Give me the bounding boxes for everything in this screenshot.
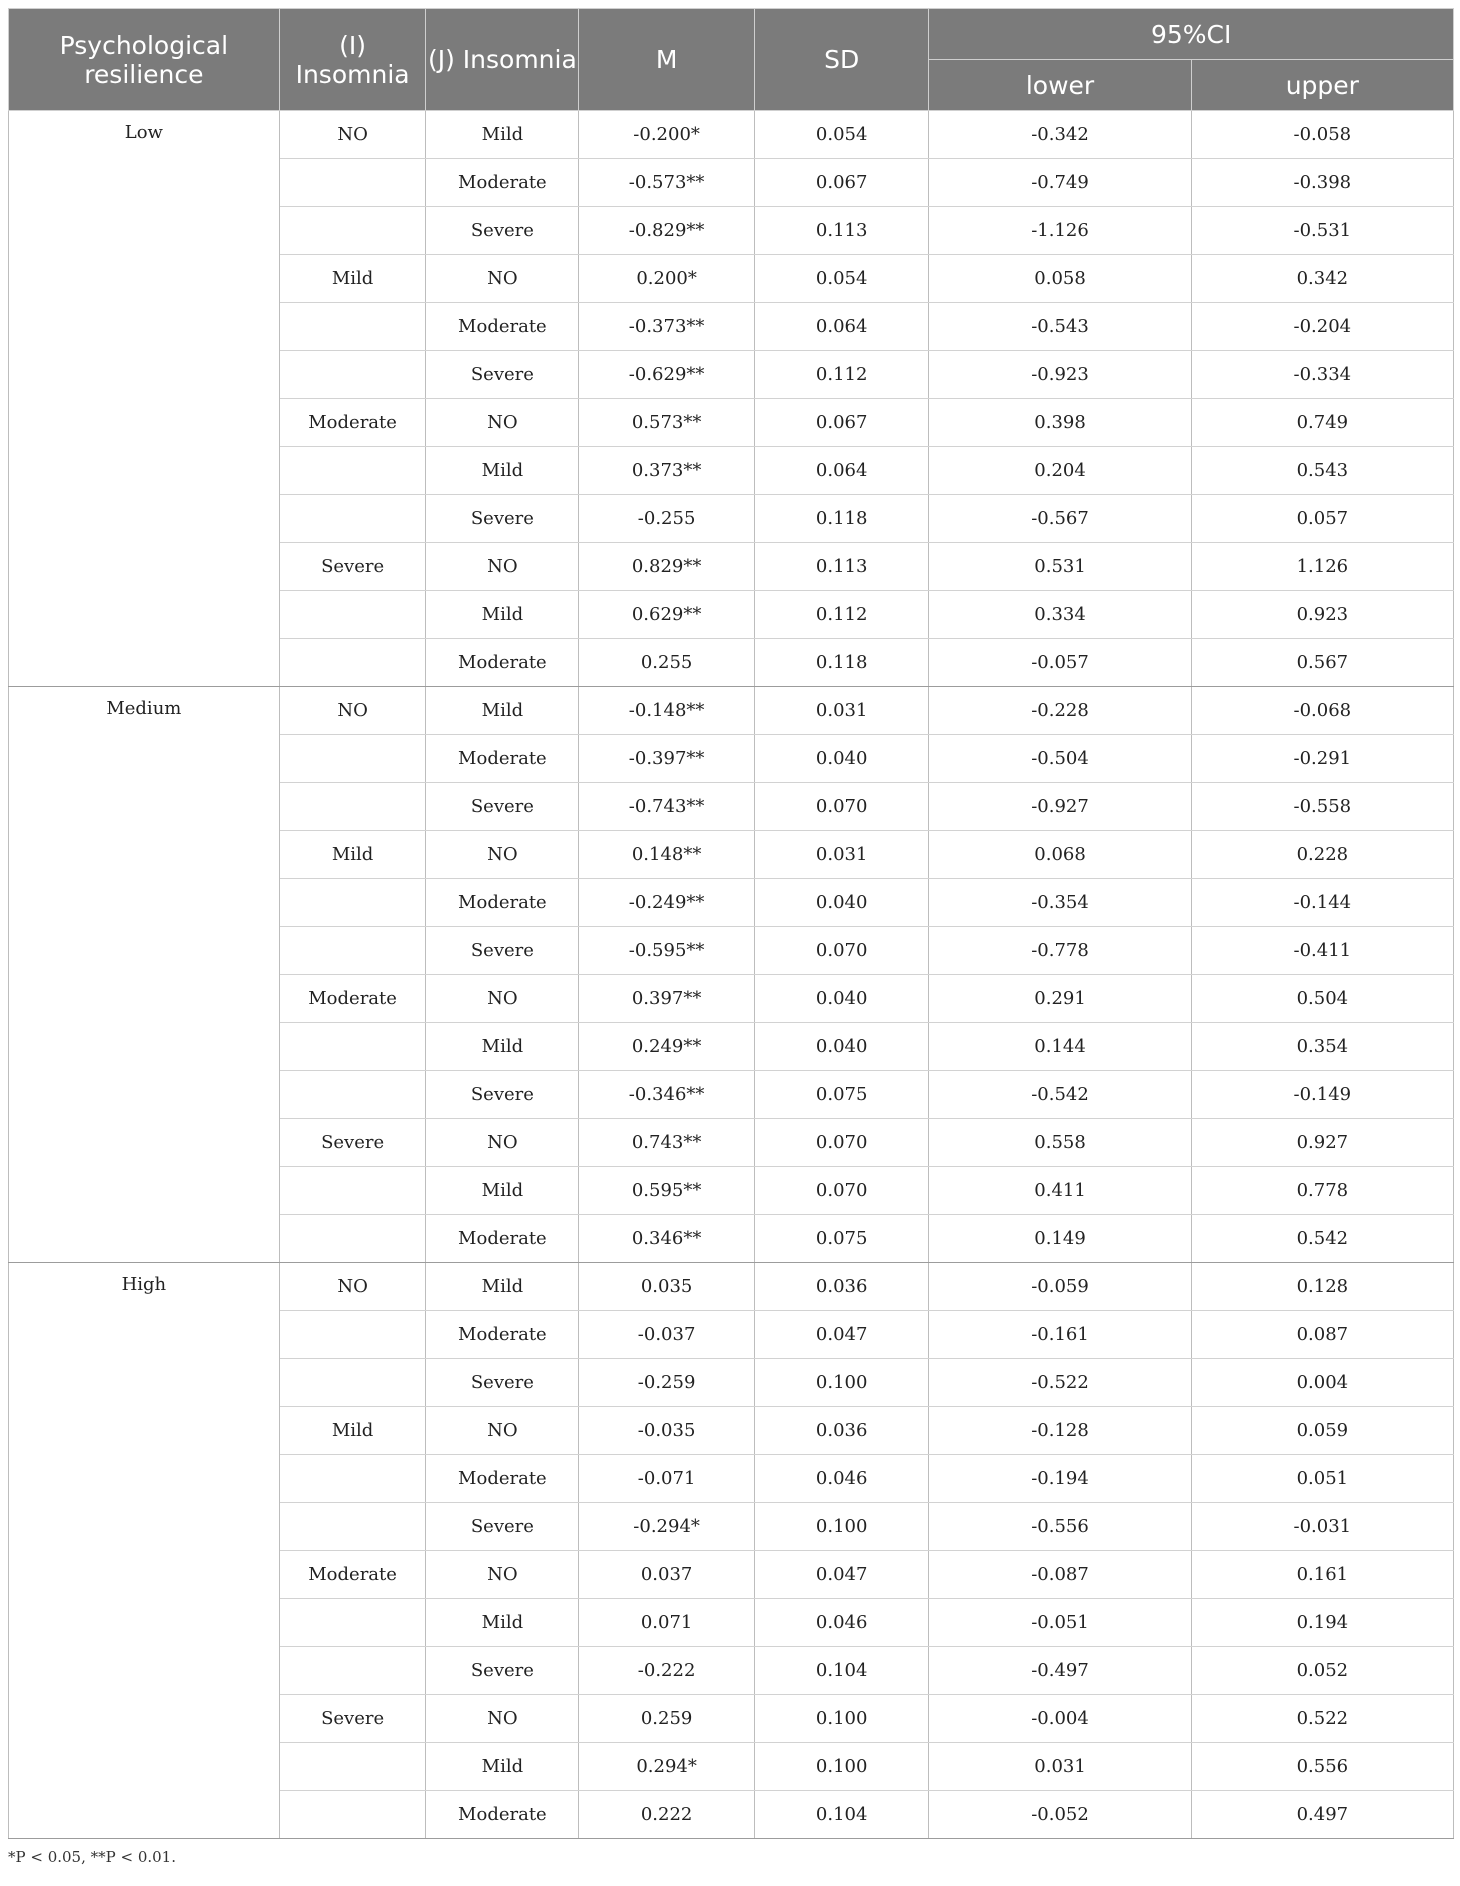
ci-lower-cell: -1.126 — [929, 207, 1191, 255]
empty-cell — [279, 735, 426, 783]
j-insomnia-cell: NO — [426, 255, 579, 303]
mean-cell: -0.629** — [579, 351, 755, 399]
i-insomnia-cell: Moderate — [279, 399, 426, 447]
sd-cell: 0.054 — [754, 111, 928, 159]
ci-lower-cell: 0.031 — [929, 1743, 1191, 1791]
ci-upper-cell: 0.161 — [1191, 1551, 1453, 1599]
j-insomnia-cell: Mild — [426, 687, 579, 735]
j-insomnia-cell: Mild — [426, 447, 579, 495]
ci-upper-cell: -0.291 — [1191, 735, 1453, 783]
sd-cell: 0.100 — [754, 1695, 928, 1743]
header-j-insomnia: (J) Insomnia — [426, 9, 579, 111]
sd-cell: 0.047 — [754, 1551, 928, 1599]
ci-lower-cell: -0.504 — [929, 735, 1191, 783]
mean-cell: -0.148** — [579, 687, 755, 735]
resilience-cell: Low — [9, 111, 280, 687]
j-insomnia-cell: NO — [426, 1119, 579, 1167]
mean-cell: 0.035 — [579, 1263, 755, 1311]
sd-cell: 0.100 — [754, 1503, 928, 1551]
ci-lower-cell: -0.051 — [929, 1599, 1191, 1647]
table-header — [9, 9, 1454, 111]
j-insomnia-cell: Mild — [426, 1023, 579, 1071]
ci-lower-cell: -0.543 — [929, 303, 1191, 351]
sd-cell: 0.031 — [754, 687, 928, 735]
mean-cell: 0.071 — [579, 1599, 755, 1647]
sd-cell: 0.075 — [754, 1215, 928, 1263]
ci-upper-cell: 0.542 — [1191, 1215, 1453, 1263]
ci-upper-cell: -0.144 — [1191, 879, 1453, 927]
ci-lower-cell: 0.068 — [929, 831, 1191, 879]
ci-lower-cell: 0.398 — [929, 399, 1191, 447]
ci-lower-cell: -0.522 — [929, 1359, 1191, 1407]
ci-upper-cell: 0.504 — [1191, 975, 1453, 1023]
ci-lower-cell: 0.291 — [929, 975, 1191, 1023]
ci-upper-cell: 0.354 — [1191, 1023, 1453, 1071]
j-insomnia-cell: Severe — [426, 1647, 579, 1695]
ci-lower-cell: -0.354 — [929, 879, 1191, 927]
mean-cell: 0.148** — [579, 831, 755, 879]
empty-cell — [279, 1503, 426, 1551]
ci-upper-cell: -0.398 — [1191, 159, 1453, 207]
i-insomnia-cell: Mild — [279, 831, 426, 879]
ci-lower-cell: -0.497 — [929, 1647, 1191, 1695]
mean-cell: 0.346** — [579, 1215, 755, 1263]
ci-upper-cell: 0.556 — [1191, 1743, 1453, 1791]
empty-cell — [279, 447, 426, 495]
empty-cell — [279, 1311, 426, 1359]
j-insomnia-cell: Mild — [426, 111, 579, 159]
ci-upper-cell: 0.128 — [1191, 1263, 1453, 1311]
mean-cell: -0.573** — [579, 159, 755, 207]
sd-cell: 0.118 — [754, 639, 928, 687]
mean-cell: -0.397** — [579, 735, 755, 783]
mean-cell: -0.037 — [579, 1311, 755, 1359]
mean-cell: -0.035 — [579, 1407, 755, 1455]
ci-lower-cell: -0.556 — [929, 1503, 1191, 1551]
sd-cell: 0.075 — [754, 1071, 928, 1119]
mean-cell: 0.200* — [579, 255, 755, 303]
j-insomnia-cell: Mild — [426, 1743, 579, 1791]
sd-cell: 0.046 — [754, 1599, 928, 1647]
ci-upper-cell: 0.927 — [1191, 1119, 1453, 1167]
resilience-cell: Medium — [9, 687, 280, 1263]
table-footnote: *P < 0.05, **P < 0.01. — [8, 1848, 176, 1866]
empty-cell — [279, 1023, 426, 1071]
ci-lower-cell: -0.542 — [929, 1071, 1191, 1119]
ci-lower-cell: -0.228 — [929, 687, 1191, 735]
empty-cell — [279, 1215, 426, 1263]
empty-cell — [279, 591, 426, 639]
sd-cell: 0.070 — [754, 783, 928, 831]
ci-upper-cell: 0.004 — [1191, 1359, 1453, 1407]
ci-upper-cell: 0.923 — [1191, 591, 1453, 639]
header-i-insomnia: (I) Insomnia — [279, 9, 426, 111]
ci-lower-cell: -0.567 — [929, 495, 1191, 543]
j-insomnia-cell: Severe — [426, 495, 579, 543]
mean-cell: -0.222 — [579, 1647, 755, 1695]
empty-cell — [279, 1647, 426, 1695]
ci-lower-cell: -0.004 — [929, 1695, 1191, 1743]
sd-cell: 0.112 — [754, 591, 928, 639]
ci-upper-cell: 0.778 — [1191, 1167, 1453, 1215]
j-insomnia-cell: Mild — [426, 1599, 579, 1647]
sd-cell: 0.064 — [754, 303, 928, 351]
mean-cell: -0.255 — [579, 495, 755, 543]
ci-upper-cell: 0.543 — [1191, 447, 1453, 495]
mean-cell: 0.829** — [579, 543, 755, 591]
mean-cell: -0.346** — [579, 1071, 755, 1119]
ci-upper-cell: -0.204 — [1191, 303, 1453, 351]
j-insomnia-cell: Moderate — [426, 879, 579, 927]
ci-upper-cell: 0.051 — [1191, 1455, 1453, 1503]
empty-cell — [279, 639, 426, 687]
sd-cell: 0.113 — [754, 207, 928, 255]
empty-cell — [279, 1599, 426, 1647]
mean-cell: -0.200* — [579, 111, 755, 159]
sd-cell: 0.118 — [754, 495, 928, 543]
ci-upper-cell: 0.057 — [1191, 495, 1453, 543]
ci-upper-cell: 1.126 — [1191, 543, 1453, 591]
comparison-table — [8, 8, 1454, 1839]
ci-upper-cell: -0.058 — [1191, 111, 1453, 159]
table-row — [9, 1263, 1454, 1311]
ci-lower-cell: -0.059 — [929, 1263, 1191, 1311]
sd-cell: 0.104 — [754, 1791, 928, 1839]
j-insomnia-cell: Mild — [426, 591, 579, 639]
j-insomnia-cell: Mild — [426, 1263, 579, 1311]
j-insomnia-cell: NO — [426, 1695, 579, 1743]
j-insomnia-cell: Moderate — [426, 639, 579, 687]
ci-upper-cell: -0.068 — [1191, 687, 1453, 735]
ci-upper-cell: 0.087 — [1191, 1311, 1453, 1359]
empty-cell — [279, 1455, 426, 1503]
empty-cell — [279, 783, 426, 831]
ci-lower-cell: 0.334 — [929, 591, 1191, 639]
ci-upper-cell: -0.031 — [1191, 1503, 1453, 1551]
ci-lower-cell: -0.342 — [929, 111, 1191, 159]
ci-upper-cell: 0.567 — [1191, 639, 1453, 687]
j-insomnia-cell: Severe — [426, 1071, 579, 1119]
ci-lower-cell: -0.057 — [929, 639, 1191, 687]
empty-cell — [279, 1167, 426, 1215]
j-insomnia-cell: Moderate — [426, 735, 579, 783]
table-row — [9, 687, 1454, 735]
ci-upper-cell: -0.334 — [1191, 351, 1453, 399]
sd-cell: 0.064 — [754, 447, 928, 495]
sd-cell: 0.054 — [754, 255, 928, 303]
sd-cell: 0.036 — [754, 1263, 928, 1311]
i-insomnia-cell: NO — [279, 111, 426, 159]
ci-lower-cell: -0.927 — [929, 783, 1191, 831]
mean-cell: -0.595** — [579, 927, 755, 975]
i-insomnia-cell: Severe — [279, 1119, 426, 1167]
i-insomnia-cell: Moderate — [279, 975, 426, 1023]
sd-cell: 0.040 — [754, 1023, 928, 1071]
sd-cell: 0.070 — [754, 1119, 928, 1167]
j-insomnia-cell: NO — [426, 399, 579, 447]
j-insomnia-cell: NO — [426, 1551, 579, 1599]
sd-cell: 0.040 — [754, 975, 928, 1023]
table-row — [9, 111, 1454, 159]
sd-cell: 0.100 — [754, 1743, 928, 1791]
mean-cell: -0.071 — [579, 1455, 755, 1503]
resilience-cell: High — [9, 1263, 280, 1839]
header-mean: M — [579, 9, 755, 111]
i-insomnia-cell: Severe — [279, 1695, 426, 1743]
mean-cell: 0.255 — [579, 639, 755, 687]
sd-cell: 0.047 — [754, 1311, 928, 1359]
mean-cell: 0.629** — [579, 591, 755, 639]
j-insomnia-cell: Moderate — [426, 1311, 579, 1359]
ci-lower-cell: 0.144 — [929, 1023, 1191, 1071]
sd-cell: 0.040 — [754, 735, 928, 783]
sd-cell: 0.036 — [754, 1407, 928, 1455]
table-container — [8, 8, 1454, 1839]
empty-cell — [279, 207, 426, 255]
empty-cell — [279, 351, 426, 399]
ci-lower-cell: 0.558 — [929, 1119, 1191, 1167]
mean-cell: 0.373** — [579, 447, 755, 495]
ci-lower-cell: -0.128 — [929, 1407, 1191, 1455]
mean-cell: 0.595** — [579, 1167, 755, 1215]
ci-lower-cell: 0.058 — [929, 255, 1191, 303]
mean-cell: 0.743** — [579, 1119, 755, 1167]
mean-cell: 0.573** — [579, 399, 755, 447]
i-insomnia-cell: Mild — [279, 1407, 426, 1455]
mean-cell: -0.259 — [579, 1359, 755, 1407]
sd-cell: 0.040 — [754, 879, 928, 927]
mean-cell: 0.222 — [579, 1791, 755, 1839]
header-ci: 95%CI — [929, 9, 1454, 60]
j-insomnia-cell: NO — [426, 975, 579, 1023]
mean-cell: -0.249** — [579, 879, 755, 927]
j-insomnia-cell: Severe — [426, 1359, 579, 1407]
sd-cell: 0.070 — [754, 1167, 928, 1215]
sd-cell: 0.046 — [754, 1455, 928, 1503]
sd-cell: 0.112 — [754, 351, 928, 399]
empty-cell — [279, 927, 426, 975]
sd-cell: 0.100 — [754, 1359, 928, 1407]
empty-cell — [279, 1071, 426, 1119]
j-insomnia-cell: Severe — [426, 351, 579, 399]
ci-upper-cell: 0.749 — [1191, 399, 1453, 447]
empty-cell — [279, 1791, 426, 1839]
ci-lower-cell: -0.194 — [929, 1455, 1191, 1503]
sd-cell: 0.067 — [754, 399, 928, 447]
i-insomnia-cell: NO — [279, 1263, 426, 1311]
j-insomnia-cell: Severe — [426, 927, 579, 975]
header-resilience: Psychological resilience — [9, 9, 280, 111]
header-ci-lower: lower — [929, 60, 1191, 111]
j-insomnia-cell: NO — [426, 543, 579, 591]
sd-cell: 0.104 — [754, 1647, 928, 1695]
ci-upper-cell: 0.522 — [1191, 1695, 1453, 1743]
empty-cell — [279, 1359, 426, 1407]
table-body — [9, 111, 1454, 1839]
empty-cell — [279, 495, 426, 543]
j-insomnia-cell: Moderate — [426, 159, 579, 207]
header-sd: SD — [754, 9, 928, 111]
mean-cell: 0.397** — [579, 975, 755, 1023]
ci-upper-cell: 0.342 — [1191, 255, 1453, 303]
mean-cell: 0.037 — [579, 1551, 755, 1599]
empty-cell — [279, 1743, 426, 1791]
j-insomnia-cell: Severe — [426, 783, 579, 831]
ci-lower-cell: 0.411 — [929, 1167, 1191, 1215]
ci-lower-cell: 0.149 — [929, 1215, 1191, 1263]
ci-upper-cell: 0.228 — [1191, 831, 1453, 879]
sd-cell: 0.031 — [754, 831, 928, 879]
j-insomnia-cell: Severe — [426, 1503, 579, 1551]
ci-upper-cell: 0.194 — [1191, 1599, 1453, 1647]
ci-upper-cell: -0.149 — [1191, 1071, 1453, 1119]
sd-cell: 0.070 — [754, 927, 928, 975]
empty-cell — [279, 159, 426, 207]
ci-upper-cell: -0.531 — [1191, 207, 1453, 255]
ci-lower-cell: 0.531 — [929, 543, 1191, 591]
header-ci-upper: upper — [1191, 60, 1453, 111]
ci-lower-cell: -0.087 — [929, 1551, 1191, 1599]
sd-cell: 0.113 — [754, 543, 928, 591]
ci-lower-cell: -0.778 — [929, 927, 1191, 975]
ci-lower-cell: -0.923 — [929, 351, 1191, 399]
ci-upper-cell: -0.558 — [1191, 783, 1453, 831]
j-insomnia-cell: Moderate — [426, 1791, 579, 1839]
ci-upper-cell: 0.052 — [1191, 1647, 1453, 1695]
mean-cell: -0.294* — [579, 1503, 755, 1551]
j-insomnia-cell: Mild — [426, 1167, 579, 1215]
empty-cell — [279, 879, 426, 927]
mean-cell: -0.829** — [579, 207, 755, 255]
ci-upper-cell: 0.497 — [1191, 1791, 1453, 1839]
ci-lower-cell: -0.749 — [929, 159, 1191, 207]
j-insomnia-cell: NO — [426, 831, 579, 879]
empty-cell — [279, 303, 426, 351]
j-insomnia-cell: NO — [426, 1407, 579, 1455]
mean-cell: 0.294* — [579, 1743, 755, 1791]
mean-cell: -0.373** — [579, 303, 755, 351]
mean-cell: 0.259 — [579, 1695, 755, 1743]
i-insomnia-cell: Moderate — [279, 1551, 426, 1599]
i-insomnia-cell: Mild — [279, 255, 426, 303]
j-insomnia-cell: Severe — [426, 207, 579, 255]
mean-cell: -0.743** — [579, 783, 755, 831]
sd-cell: 0.067 — [754, 159, 928, 207]
j-insomnia-cell: Moderate — [426, 1215, 579, 1263]
ci-lower-cell: -0.052 — [929, 1791, 1191, 1839]
j-insomnia-cell: Moderate — [426, 303, 579, 351]
j-insomnia-cell: Moderate — [426, 1455, 579, 1503]
ci-lower-cell: -0.161 — [929, 1311, 1191, 1359]
mean-cell: 0.249** — [579, 1023, 755, 1071]
ci-upper-cell: 0.059 — [1191, 1407, 1453, 1455]
i-insomnia-cell: NO — [279, 687, 426, 735]
ci-upper-cell: -0.411 — [1191, 927, 1453, 975]
ci-lower-cell: 0.204 — [929, 447, 1191, 495]
i-insomnia-cell: Severe — [279, 543, 426, 591]
